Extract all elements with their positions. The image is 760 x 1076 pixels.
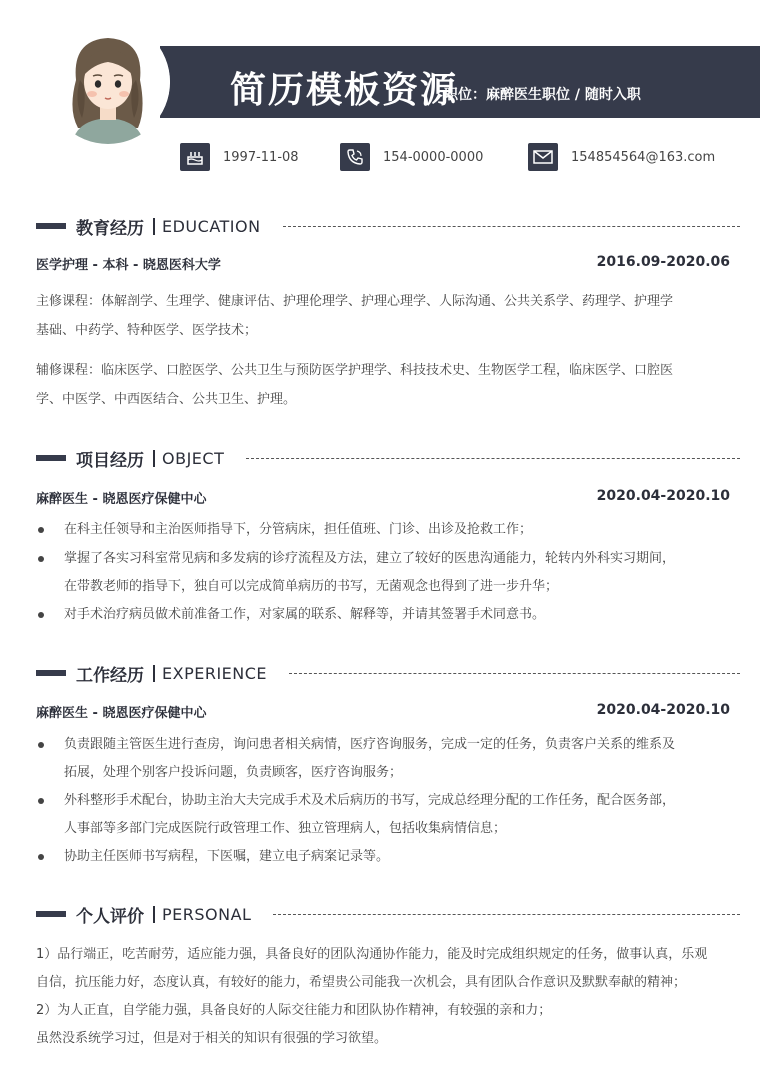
education-date: 2016.09-2020.06 — [596, 254, 730, 270]
section-divider — [246, 458, 740, 459]
section-title-zh: 项目经历 — [76, 450, 144, 471]
header-banner — [160, 46, 760, 118]
list-item — [36, 545, 736, 601]
work-subtitle: 麻醉医生 - 晓恩医疗保健中心 — [36, 706, 207, 721]
avatar — [46, 20, 170, 144]
section-bar — [36, 670, 66, 676]
contact-phone — [340, 143, 483, 171]
list-item-text: 掌握了各实习科室常见病和多发病的诊疗流程及方法，建立了较好的医患沟通能力，轮转内外科实习期间， — [64, 551, 676, 566]
project-subtitle: 麻醉医生 - 晓恩医疗保健中心 — [36, 492, 207, 507]
minor-courses — [36, 356, 736, 414]
section-divider — [289, 673, 740, 674]
bullet-icon — [38, 854, 44, 860]
main-courses-line: 基础、中药学、特种医学、医学技术； — [36, 323, 258, 338]
section-title-en: OBJECT — [162, 448, 225, 468]
section-divider — [283, 226, 740, 227]
section-separator — [153, 906, 155, 923]
birthday-text: 1997-11-08 — [223, 149, 299, 165]
section-title-zh: 教育经历 — [76, 218, 144, 239]
list-item-text: 外科整形手术配台，协助主治大夫完成手术及术后病历的书写，完成总经理分配的工作任务，配合医务部， — [64, 793, 676, 808]
section-bar — [36, 223, 66, 229]
work-date: 2020.04-2020.10 — [596, 702, 730, 718]
section-separator — [153, 218, 155, 235]
education-subtitle-row — [36, 254, 730, 273]
section-title-en: EXPERIENCE — [162, 663, 268, 683]
personal-line: 自信，抗压能力好，态度认真，有较好的能力，希望贵公司能我一次机会，具有团队合作意识及默默奉献的精神； — [36, 975, 687, 990]
list-item-text: 负责跟随主管医生进行查房，询问患者相关病情，医疗咨询服务，完成一定的任务，负责客户关系的维系及 — [64, 737, 676, 752]
section-personal-header — [36, 902, 740, 926]
job-position: 职位：麻醉医生职位 / 随时入职 — [444, 87, 641, 103]
envelope-icon — [528, 143, 558, 171]
personal-line: 2）为人正直，自学能力强，具备良好的人际交往能力和团队协作精神，有较强的亲和力； — [36, 1003, 552, 1018]
list-item — [36, 516, 736, 544]
list-item-text: 人事部等多部门完成医院行政管理工作、独立管理病人，包括收集病情信息； — [64, 821, 507, 836]
phone-icon — [340, 143, 370, 171]
work-subtitle-row — [36, 702, 730, 721]
section-title-zh: 个人评价 — [76, 906, 144, 927]
email-text: 154854564@163.com — [571, 149, 716, 165]
section-bar — [36, 455, 66, 461]
section-work-header — [36, 661, 740, 685]
personal-evaluation — [36, 941, 736, 1053]
bullet-icon — [38, 742, 44, 748]
list-item-text: 在科主任领导和主治医师指导下，分管病床，担任值班、门诊、出诊及抢救工作； — [64, 522, 533, 537]
section-bar — [36, 911, 66, 917]
list-item — [36, 843, 736, 871]
minor-courses-line: 学、中医学、中西医结合、公共卫生、护理。 — [36, 392, 297, 407]
list-item-text: 拓展，处理个别客户投诉问题，负责顾客，医疗咨询服务； — [64, 765, 403, 780]
personal-line: 虽然没系统学习过，但是对于相关的知识有很强的学习欲望。 — [36, 1031, 388, 1046]
list-item-text: 对手术治疗病员做术前准备工作，对家属的联系、解释等，并请其签署手术同意书。 — [64, 607, 546, 622]
section-divider — [273, 914, 740, 915]
section-title-zh: 工作经历 — [76, 665, 144, 686]
list-item-text: 在带教老师的指导下，独自可以完成简单病历的书写，无菌观念也得到了进一步升华； — [64, 579, 559, 594]
bullet-icon — [38, 798, 44, 804]
project-date: 2020.04-2020.10 — [596, 488, 730, 504]
section-project-header — [36, 446, 740, 470]
bullet-icon — [38, 612, 44, 618]
avatar-illustration — [46, 20, 170, 144]
section-separator — [153, 665, 155, 682]
section-education-header — [36, 214, 740, 238]
contact-birthday — [180, 143, 299, 171]
bullet-icon — [38, 527, 44, 533]
main-courses — [36, 287, 736, 345]
personal-line: 1）品行端正，吃苦耐劳，适应能力强，具备良好的团队沟通协作能力，能及时完成组织规定的任务，做事认真，乐观 — [36, 947, 708, 962]
project-subtitle-row — [36, 488, 730, 507]
minor-courses-line: 辅修课程：临床医学、口腔医学、公共卫生与预防医学护理学、科技技术史、生物医学工程，临床医学、口腔医 — [36, 363, 674, 378]
phone-text: 154-0000-0000 — [383, 149, 484, 165]
list-item — [36, 731, 736, 787]
list-item — [36, 601, 736, 629]
candidate-name: 简历模板资源 — [230, 70, 459, 111]
bullet-icon — [38, 556, 44, 562]
section-title-en: EDUCATION — [162, 216, 261, 236]
main-courses-line: 主修课程：体解剖学、生理学、健康评估、护理伦理学、护理心理学、人际沟通、公共关系学、药理学、护理学 — [36, 294, 674, 309]
section-separator — [153, 450, 155, 467]
list-item-text: 协助主任医师书写病程，下医嘱，建立电子病案记录等。 — [64, 849, 390, 864]
cake-icon — [180, 143, 210, 171]
education-subtitle: 医学护理 - 本科 - 晓恩医科大学 — [36, 258, 221, 273]
section-title-en: PERSONAL — [162, 904, 252, 924]
contact-email — [528, 143, 715, 171]
list-item — [36, 787, 736, 843]
